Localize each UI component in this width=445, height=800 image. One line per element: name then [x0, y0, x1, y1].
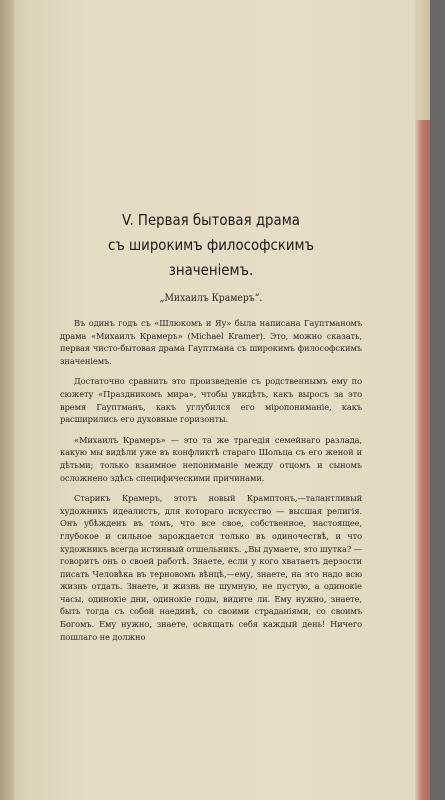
- page-gutter: [0, 0, 14, 800]
- page-edge-top: [415, 0, 430, 120]
- chapter-subtitle: „Михаилъ Крамеръ“.: [159, 292, 263, 304]
- page-edge: [415, 0, 430, 800]
- page-content: [60, 208, 362, 651]
- chapter-heading-line1: V. Первая бытовая драма: [122, 211, 300, 229]
- paragraph: Достаточно сравнить это произведеніе съ родственнымъ ему по сюжету «Праздникомъ мира», чтобы увидѣть, какъ выросъ за это время Гауптманъ, какъ углубился его міропониманіе, какъ расширились его духовные горизонты.: [60, 376, 362, 425]
- chapter-heading: [81, 208, 341, 283]
- chapter-heading-line2: съ широкимъ философскимъ значеніемъ.: [107, 236, 315, 279]
- paragraph: Старикъ Крамеръ, этотъ новый Крамптонъ,—талантливый художникъ идеалистъ, для котораго искусство — высшая религія. Онъ убѣжденъ въ томъ, что все свое, собственное, настоящее, глубокое и сильное зарождается только въ одиночествѣ, и что художникъ всегда истинный отшельникъ. „Вы думаете, это шутка? — говоритъ онъ о своей работѣ. Знаете, если у кого хватаетъ дерзости писать Человѣка въ терновомъ вѣнцѣ,—ему, знаете, на это надо всю жизнь отдать. Знаете, и жизнь не шумную, не пустую, а одинокіе часы, одинокіе дни, одинокіе годы, видите ли. Ему нужно, знаете, быть тогда съ собой наединѣ, со своими страданіями, со своимъ Богомъ. Ему нужно, знаете, освящать себя каждый день! Ничего пошлаго не должно: [60, 493, 362, 642]
- paragraph: Въ одинъ годъ съ «Шлюкомъ и Яу» была написана Гауптманомъ драма «Михаилъ Крамеръ» (Michael Kramer). Это, можно сказать, первая чисто-бытовая драма Гауптмана съ широкимъ философскимъ значеніемъ.: [60, 318, 362, 366]
- paragraph: «Михаилъ Крамеръ» — это та же трагедія семейнаго разлада, какую мы видѣли уже въ конфликтѣ стараго Шольца съ его женой и дѣтьми; только взаимное непониманіе между отцомъ и сыномъ осложнено здѣсь специфическими причинами.: [60, 434, 362, 483]
